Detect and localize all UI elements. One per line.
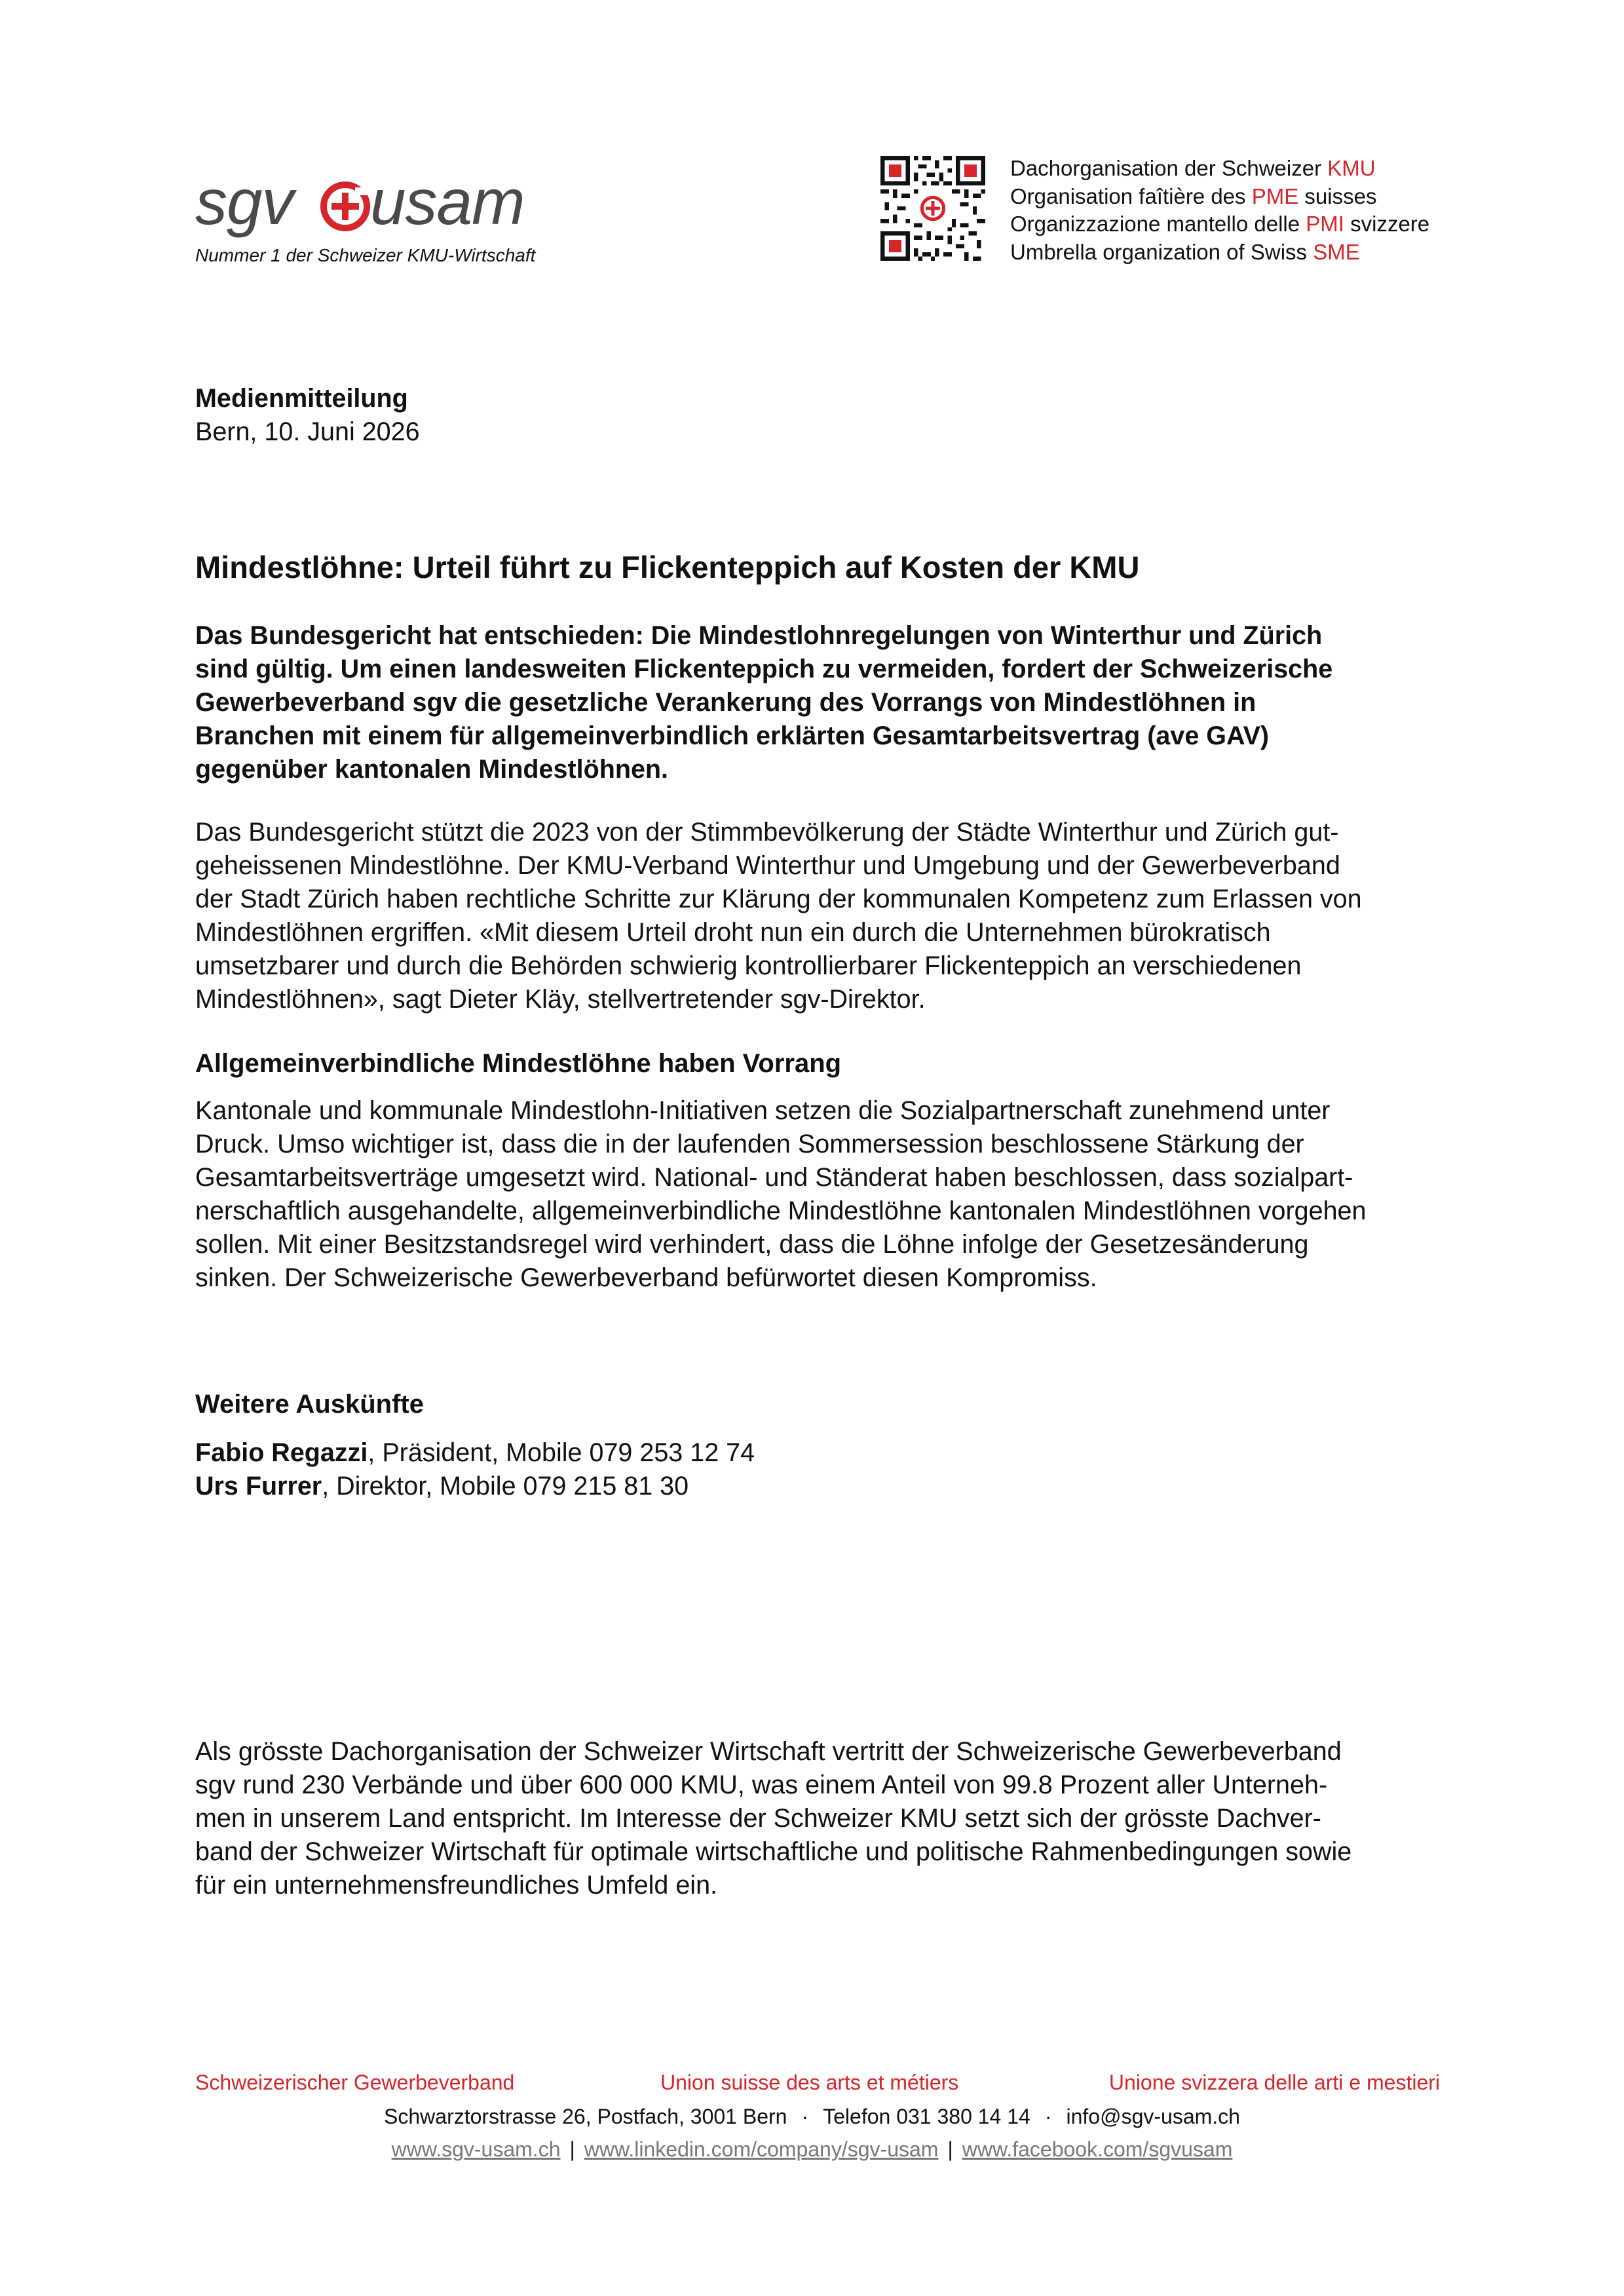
body-line: umsetzbarer und durch die Behörden schwierig kontrollierbarer Flickenteppich an verschiedenen [195,951,1302,980]
body-line: geheissenen Mindestlöhne. Der KMU-Verband Winterthur und Umgebung und der Gewerbeverband [195,851,1340,880]
subheading: Allgemeinverbindliche Mindestlöhne haben Vorrang [195,1049,842,1078]
org-line-it: Organizzazione mantello delle PMI svizzere [1010,212,1430,236]
logo-text-sgv: sgv [195,166,293,238]
contact-name: Urs Furrer [195,1472,322,1501]
about-line: Als grösste Dachorganisation der Schweizer Wirtschaft vertritt der Schweizerische Gewerbeverband [195,1737,1342,1766]
body-line: Das Bundesgericht stützt die 2023 von der Stimmbevölkerung der Städte Winterthur und Zürich gut- [195,818,1339,847]
about-line: sgv rund 230 Verbände und über 600 000 KMU, was einem Anteil von 99.8 Prozent aller Unterneh- [195,1770,1328,1799]
about-line: band der Schweizer Wirtschaft für optimale wirtschaftliche und politische Rahmenbedingungen sowie [195,1837,1352,1866]
body-line: der Stadt Zürich haben rechtliche Schritte zur Klärung der kommunalen Kompetenz zum Erlassen von [195,885,1362,913]
contact-detail: , Direktor, Mobile 079 215 81 30 [322,1472,689,1501]
website-link[interactable]: www.sgv-usam.ch [391,2137,561,2161]
body-line: sinken. Der Schweizerische Gewerbeverband befürwortet diesen Kompromiss. [195,1263,1097,1292]
contact-entry [195,1470,1440,1503]
headline: Mindestlöhne: Urteil führt zu Flickenteppich auf Kosten der KMU [195,550,1140,584]
logo-text-usam: usam [370,166,525,238]
body-paragraph-1 [195,816,1440,1016]
logo-tagline: Nummer 1 der Schweizer KMU-Wirtschaft [195,245,536,265]
org-line-fr: Organisation faîtière des PME suisses [1010,183,1377,208]
footer-name-fr: Union suisse des arts et métiers [660,2071,959,2094]
body-line: sollen. Mit einer Besitzstandsregel wird verhindert, dass die Löhne infolge der Gesetzesänderung [195,1230,1309,1259]
footer-phone: Telefon 031 380 14 14 [823,2105,1030,2128]
body-line: Kantonale und kommunale Mindestlohn-Initiativen setzen die Sozialpartnerschaft zunehmend unter [195,1096,1331,1125]
footer-dot-separator: · [1044,2105,1052,2128]
org-line-en: Umbrella organization of Swiss SME [1010,239,1360,264]
body-paragraph-2 [195,1094,1440,1295]
about-paragraph [195,1735,1440,1902]
footer-name-de: Schweizerischer Gewerbeverband [195,2071,515,2094]
lead-line: sind gültig. Um einen landesweiten Flickenteppich zu vermeiden, fordert der Schweizerische [195,655,1333,683]
about-line: men in unserem Land entspricht. Im Interesse der Schweizer KMU setzt sich der grösste Dachver- [195,1804,1321,1833]
lead-line: Branchen mit einem für allgemeinverbindlich erklärten Gesamtarbeitsvertrag (ave GAV) [195,721,1270,750]
body-line: Gesamtarbeitsverträge umgesetzt wird. National- und Ständerat haben beschlossen, dass sozialpart- [195,1163,1353,1192]
about-line: für ein unternehmensfreundliches Umfeld ein. [195,1871,718,1900]
link-separator: | [569,2137,575,2161]
body-line: nerschaftlich ausgehandelte, allgemeinverbindliche Mindestlöhne kantonalen Mindestlöhnen vorgehen [195,1196,1367,1225]
contact-detail: , Präsident, Mobile 079 253 12 74 [368,1438,755,1467]
org-line-de: Dachorganisation der Schweizer KMU [1010,156,1376,180]
sgv-usam-logo [195,166,562,270]
contact-entry [195,1436,1440,1470]
lead-paragraph [195,619,1440,786]
document-type: Medienmitteilung [195,384,408,413]
link-separator: | [947,2137,953,2161]
body-line: Mindestlöhnen ergriffen. «Mit diesem Urteil droht nun ein durch die Unternehmen bürokratisch [195,918,1271,947]
contact-name: Fabio Regazzi [195,1438,368,1467]
organisation-lines [1010,155,1429,266]
dateline: Bern, 10. Juni 2026 [195,417,420,446]
footer-organisation-names [195,2071,1440,2097]
body-line: Mindestlöhnen», sagt Dieter Kläy, stellvertretender sgv-Direktor. [195,985,926,1014]
footer-name-it: Unione svizzera delle arti e mestieri [1108,2071,1440,2094]
facebook-link[interactable]: www.facebook.com/sgvusam [962,2137,1233,2161]
footer-address-line [0,2105,1624,2129]
qr-code-icon [880,156,985,261]
contacts-list [195,1436,1440,1503]
logo-cross-icon [317,178,373,235]
footer-links [0,2137,1624,2162]
footer-email[interactable]: info@sgv-usam.ch [1066,2105,1240,2128]
body-line: Druck. Umso wichtiger ist, dass die in der laufenden Sommersession beschlossene Stärkung der [195,1130,1304,1158]
footer-dot-separator: · [801,2105,809,2128]
footer-address: Schwarztorstrasse 26, Postfach, 3001 Bern [384,2105,787,2128]
linkedin-link[interactable]: www.linkedin.com/company/sgv-usam [584,2137,939,2161]
lead-line: Das Bundesgericht hat entschieden: Die Mindestlohnregelungen von Winterthur und Zürich [195,621,1323,650]
lead-line: Gewerbeverband sgv die gesetzliche Verankerung des Vorrangs von Mindestlöhnen in [195,688,1256,717]
lead-line: gegenüber kantonalen Mindestlöhnen. [195,755,669,784]
contacts-heading: Weitere Auskünfte [195,1390,424,1419]
